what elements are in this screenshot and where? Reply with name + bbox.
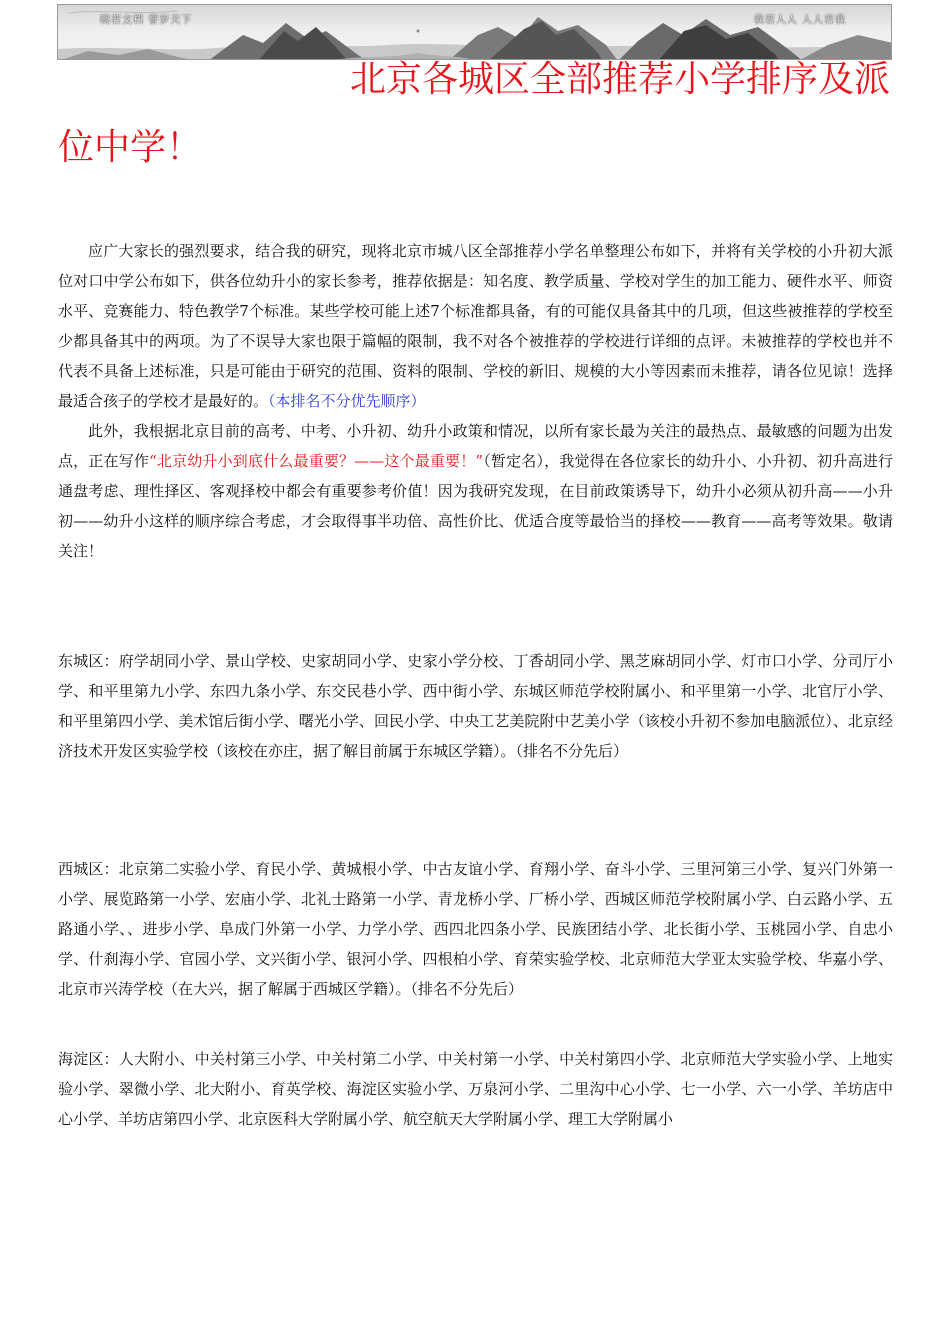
spacer bbox=[58, 566, 893, 646]
district-dongcheng: 东城区：府学胡同小学、景山学校、史家胡同小学、史家小学分校、丁香胡同小学、黑芝麻胡同小学、灯市口小学、分司厅小学、和平里第九小学、东四九条小学、东交民巷小学、西中街小学、东城区师范学校附属小、和平里第一小学、北官厅小学、和平里第四小学、美术馆后街小学、曙光小学、回民小学、中央工艺美院附中艺美小学（该校小升初不参加电脑派位）、北京经济技术开发区实验学校（该校在亦庄，据了解目前属于东城区学籍）。（排名不分先后） bbox=[58, 652, 893, 760]
page-title-line2: 位中学！ bbox=[58, 127, 203, 168]
banner-right-text: 我若人人 人人若我 bbox=[753, 15, 846, 26]
spacer bbox=[58, 766, 893, 854]
document-body bbox=[58, 236, 893, 1134]
district-haidian: 海淀区：人大附小、中关村第三小学、中关村第二小学、中关村第一小学、中关村第四小学、北京师范大学实验小学、上地实验小学、翠微小学、北大附小、育英学校、海淀区实验小学、万泉河小学、二里沟中心小学、七一小学、六一小学、羊坊店中心小学、羊坊店第四小学、北京医科大学附属小学、航空航天大学附属小学、理工大学附属小 bbox=[58, 1050, 893, 1128]
ranking-note: （本排名不分优先顺序） bbox=[268, 392, 426, 410]
article-title-highlight: “北京幼升小到底什么最重要？——这个最重要！” bbox=[149, 452, 484, 470]
page-title-line1: 北京各城区全部推荐小学排序及派 bbox=[349, 59, 890, 100]
intro-paragraph-2-after: （暂定名），我觉得在各位家长的幼升小、小升初、初升高进行通盘考虑、理性择区、客观择校中都会有重要参考价值！因为我研究发现，在目前政策诱导下，幼升小必须从初升高——小升初——幼升小这样的顺序综合考虑，才会取得事半功倍、高性价比、优适合度等最恰当的择校——教育——高考等效果。敬请关注！ bbox=[58, 452, 893, 560]
header-banner bbox=[57, 4, 892, 60]
intro-paragraph-1 bbox=[58, 236, 893, 416]
spacer bbox=[58, 1004, 893, 1044]
intro-paragraph-2 bbox=[58, 416, 893, 566]
banner-left-text: 晓若文档 誉岁天下 bbox=[100, 15, 193, 26]
intro-paragraph-2-before: 此外，我根据北京目前的高考、中考、小升初、幼升小政策和情况，以所有家长最为关注的最热点、最敏感的问题为出发点，正在写作 bbox=[58, 422, 893, 470]
district-xicheng: 西城区：北京第二实验小学、育民小学、黄城根小学、中古友谊小学、育翔小学、奋斗小学、三里河第三小学、复兴门外第一小学、展览路第一小学、宏庙小学、北礼士路第一小学、青龙桥小学、厂桥小学、西城区师范学校附属小学、白云路小学、五路通小学、、进步小学、阜成门外第一小学、力学小学、西四北四条小学、民族团结小学、北长街小学、玉桃园小学、自忠小学、什刹海小学、官园小学、文兴街小学、银河小学、四根柏小学、育荣实验学校、北京师范大学亚太实验学校、华嘉小学、北京市兴涛学校（在大兴，据了解属于西城区学籍）。（排名不分先后） bbox=[58, 860, 893, 998]
intro-paragraph-1-text: 应广大家长的强烈要求，结合我的研究，现将北京市城八区全部推荐小学名单整理公布如下，并将有关学校的小升初大派位对口中学公布如下，供各位幼升小的家长参考，推荐依据是：知名度、教学质量、学校对学生的加工能力、硬件水平、师资水平、竞赛能力、特色教学7个标准。某些学校可能上述7个标准都具备，有的可能仅具备其中的几项，但这些被推荐的学校至少都具备其中的两项。为了不误导大家也限于篇幅的限制，我不对各个被推荐的学校进行详细的点评。未被推荐的学校也并不代表不具备上述标准，只是可能由于研究的范围、资料的限制、学校的新旧、规模的大小等因素而未推荐，请各位见谅！选择最适合孩子的学校才是最好的。 bbox=[58, 242, 893, 410]
